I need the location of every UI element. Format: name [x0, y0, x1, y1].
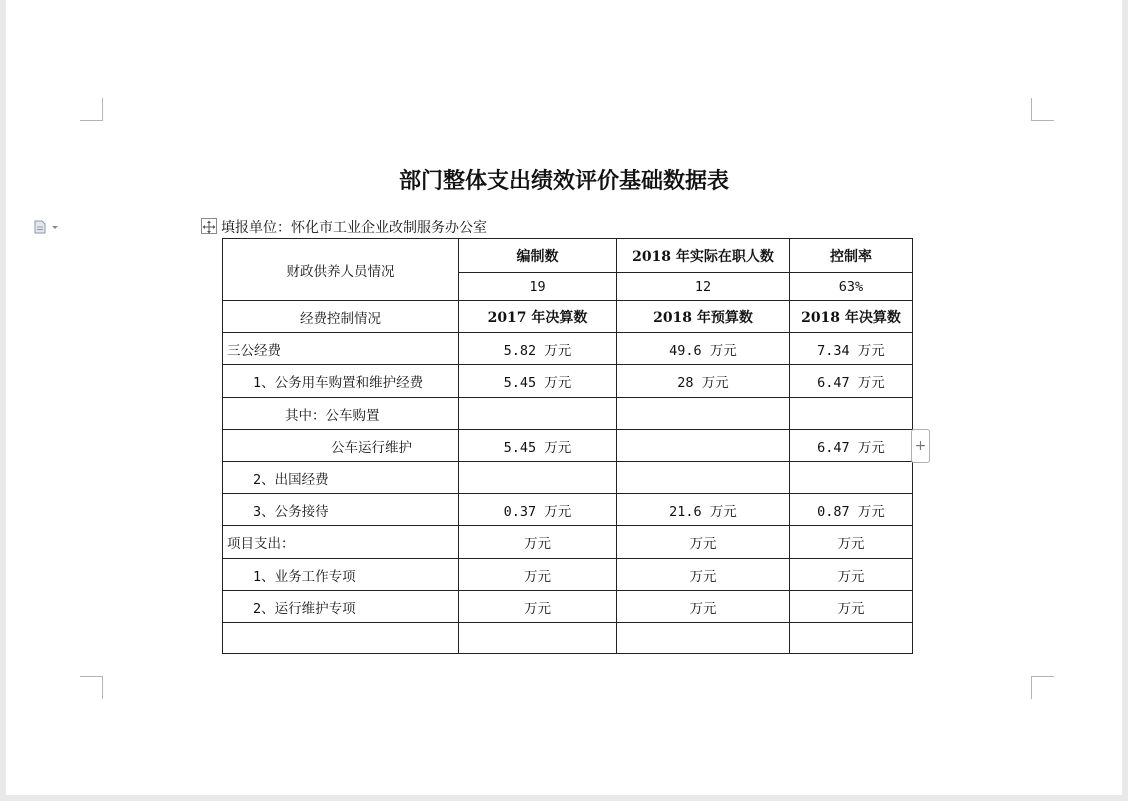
data-cell: 万元	[617, 559, 790, 591]
table-row	[223, 591, 913, 623]
table-row	[223, 333, 913, 365]
table-row	[223, 462, 913, 494]
header-cell: 2018 年决算数	[790, 301, 913, 333]
data-cell: 49.6 万元	[617, 333, 790, 365]
data-cell	[617, 623, 790, 654]
row-label: 其中：公车购置	[223, 398, 459, 430]
table-row	[223, 365, 913, 398]
data-cell	[790, 623, 913, 654]
data-cell	[617, 398, 790, 430]
data-cell: 万元	[459, 526, 617, 559]
data-cell: 0.37 万元	[459, 494, 617, 526]
page-corner-mark	[80, 98, 103, 121]
data-cell: 万元	[617, 591, 790, 623]
header-cell: 2018 年预算数	[617, 301, 790, 333]
table-row	[223, 398, 913, 430]
data-table	[222, 238, 913, 654]
table-row	[223, 526, 913, 559]
data-cell: 63%	[790, 273, 913, 301]
page-corner-mark	[1031, 98, 1054, 121]
table-row	[223, 430, 913, 462]
data-cell: 5.45 万元	[459, 430, 617, 462]
data-cell: 21.6 万元	[617, 494, 790, 526]
data-cell	[459, 462, 617, 494]
data-cell: 6.47 万元	[790, 430, 913, 462]
data-cell: 5.45 万元	[459, 365, 617, 398]
data-cell: 7.34 万元	[790, 333, 913, 365]
data-cell: 万元	[790, 559, 913, 591]
row-label: 2、出国经费	[223, 462, 459, 494]
data-cell	[790, 462, 913, 494]
document-icon[interactable]	[34, 219, 60, 233]
staff-label: 财政供养人员情况	[223, 239, 459, 301]
data-cell: 万元	[459, 559, 617, 591]
data-cell: 万元	[459, 591, 617, 623]
row-label: 3、公务接待	[223, 494, 459, 526]
data-cell: 万元	[617, 526, 790, 559]
data-cell: 万元	[790, 526, 913, 559]
row-label: 公车运行维护	[223, 430, 459, 462]
data-cell: 0.87 万元	[790, 494, 913, 526]
data-cell	[459, 398, 617, 430]
page-corner-mark	[80, 676, 103, 699]
chevron-down-icon	[52, 226, 58, 229]
document-title: 部门整体支出绩效评价基础数据表	[398, 168, 729, 194]
data-cell: 6.47 万元	[790, 365, 913, 398]
funds-label: 经费控制情况	[223, 301, 459, 333]
header-cell: 控制率	[790, 239, 913, 273]
table-row	[223, 559, 913, 591]
row-label: 2、运行维护专项	[223, 591, 459, 623]
page-corner-mark	[1031, 676, 1054, 699]
data-cell: 28 万元	[617, 365, 790, 398]
reporting-unit: 填报单位：怀化市工业企业改制服务办公室	[221, 220, 487, 236]
row-label: 三公经费	[223, 333, 459, 365]
data-cell: 万元	[790, 591, 913, 623]
table-row	[223, 623, 913, 654]
row-label	[223, 623, 459, 654]
data-cell	[790, 398, 913, 430]
data-cell	[617, 462, 790, 494]
data-cell: 19	[459, 273, 617, 301]
data-cell	[617, 430, 790, 462]
data-cell: 12	[617, 273, 790, 301]
row-label: 1、公务用车购置和维护经费	[223, 365, 459, 398]
table-row	[223, 494, 913, 526]
add-column-button[interactable]	[911, 429, 930, 463]
move-icon[interactable]	[201, 218, 217, 234]
header-cell: 2018 年实际在职人数	[617, 239, 790, 273]
data-cell	[459, 623, 617, 654]
header-cell: 编制数	[459, 239, 617, 273]
header-cell: 2017 年决算数	[459, 301, 617, 333]
row-label: 1、业务工作专项	[223, 559, 459, 591]
row-label: 项目支出：	[223, 526, 459, 559]
data-cell: 5.82 万元	[459, 333, 617, 365]
plus-icon: +	[914, 438, 927, 454]
